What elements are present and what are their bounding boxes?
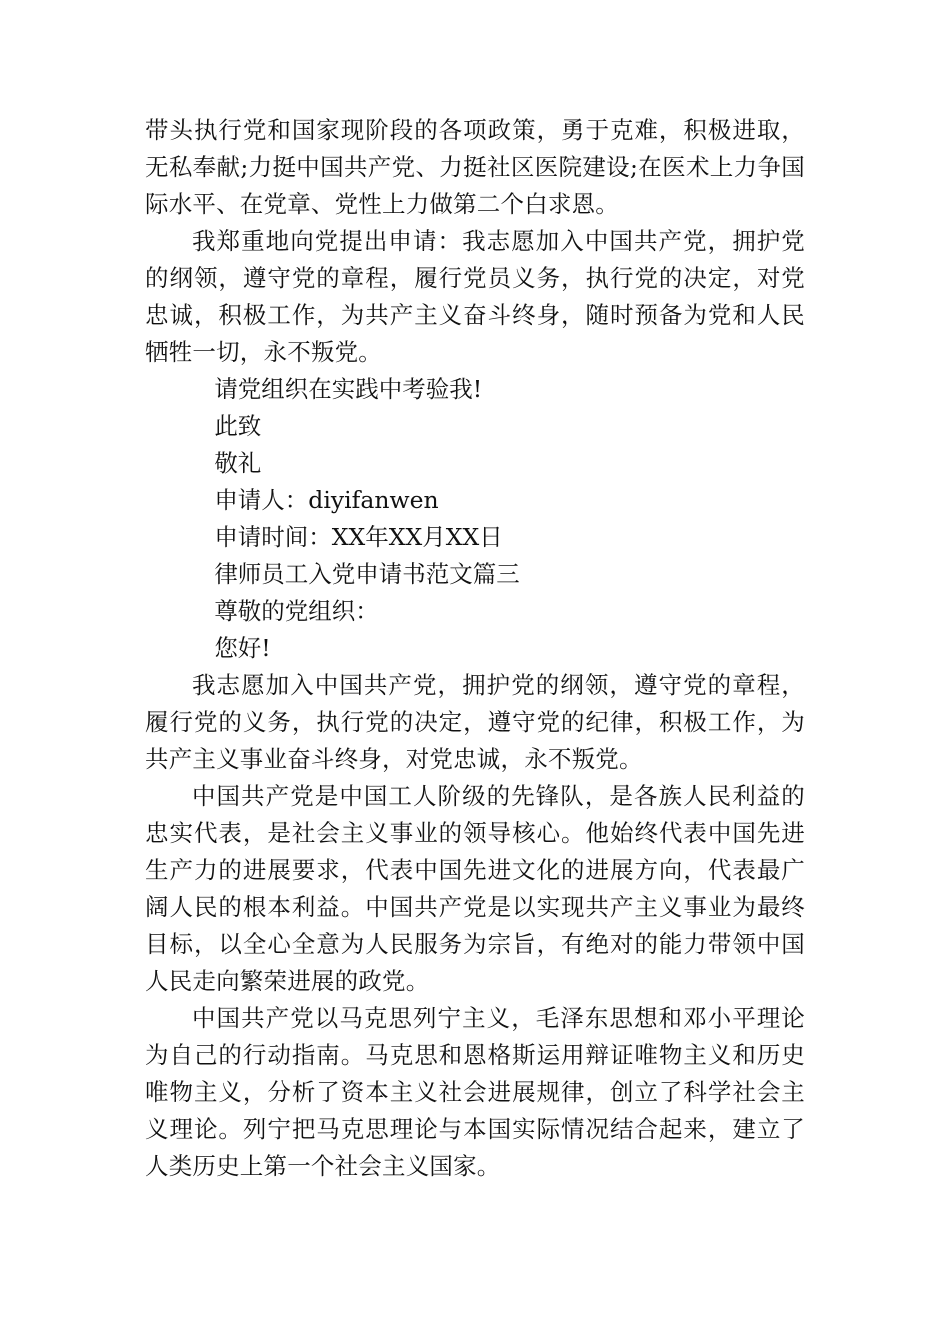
applicant-line: 申请人：diyifanwen [214,486,439,514]
section-title: 律师员工入党申请书范文篇三 [214,560,520,588]
salutation-line: 尊敬的党组织： [214,597,379,625]
body-paragraph-1: 我志愿加入中国共产党，拥护党的纲领，遵守党的章程，履行党的义务，执行党的决定，遵守党的纪律，积极工作，为共产主义事业奋斗终身，对党忠诚，永不叛党。 [145,671,805,773]
body-paragraph-3: 中国共产党以马克思列宁主义，毛泽东思想和邓小平理论为自己的行动指南。马克思和恩格斯运用辩证唯物主义和历史唯物主义，分析了资本主义社会进展规律，创立了科学社会主义理论。列宁把马克思理论与本国实际情况结合起来，建立了人类历史上第一个社会主义国家。 [145,1004,805,1180]
salute-line-1: 此致 [214,412,262,440]
greeting-line: 您好! [214,634,271,662]
document-page [145,112,805,1185]
paragraph-continued: 带头执行党和国家现阶段的各项政策，勇于克难，积极进取，无私奉献;力挺中国共产党、力挺社区医院建设;在医术上力争国际水平、在党章、党性上力做第二个白求恩。 [145,116,805,218]
request-line: 请党组织在实践中考验我! [214,375,483,403]
body-paragraph-2: 中国共产党是中国工人阶级的先锋队，是各族人民利益的忠实代表，是社会主义事业的领导核心。他始终代表中国先进生产力的进展要求，代表中国先进文化的进展方向，代表最广阔人民的根本利益。中国共产党是以实现共产主义事业为最终目标，以全心全意为人民服务为宗旨，有绝对的能力带领中国人民走向繁荣进展的政党。 [145,782,805,995]
paragraph-application: 我郑重地向党提出申请：我志愿加入中国共产党，拥护党的纲领，遵守党的章程，履行党员义务，执行党的决定，对党忠诚，积极工作，为共产主义奋斗终身，随时预备为党和人民牺牲一切，永不叛党。 [145,227,805,366]
salute-line-2: 敬礼 [214,449,262,477]
date-line: 申请时间：XX年XX月XX日 [214,523,503,551]
